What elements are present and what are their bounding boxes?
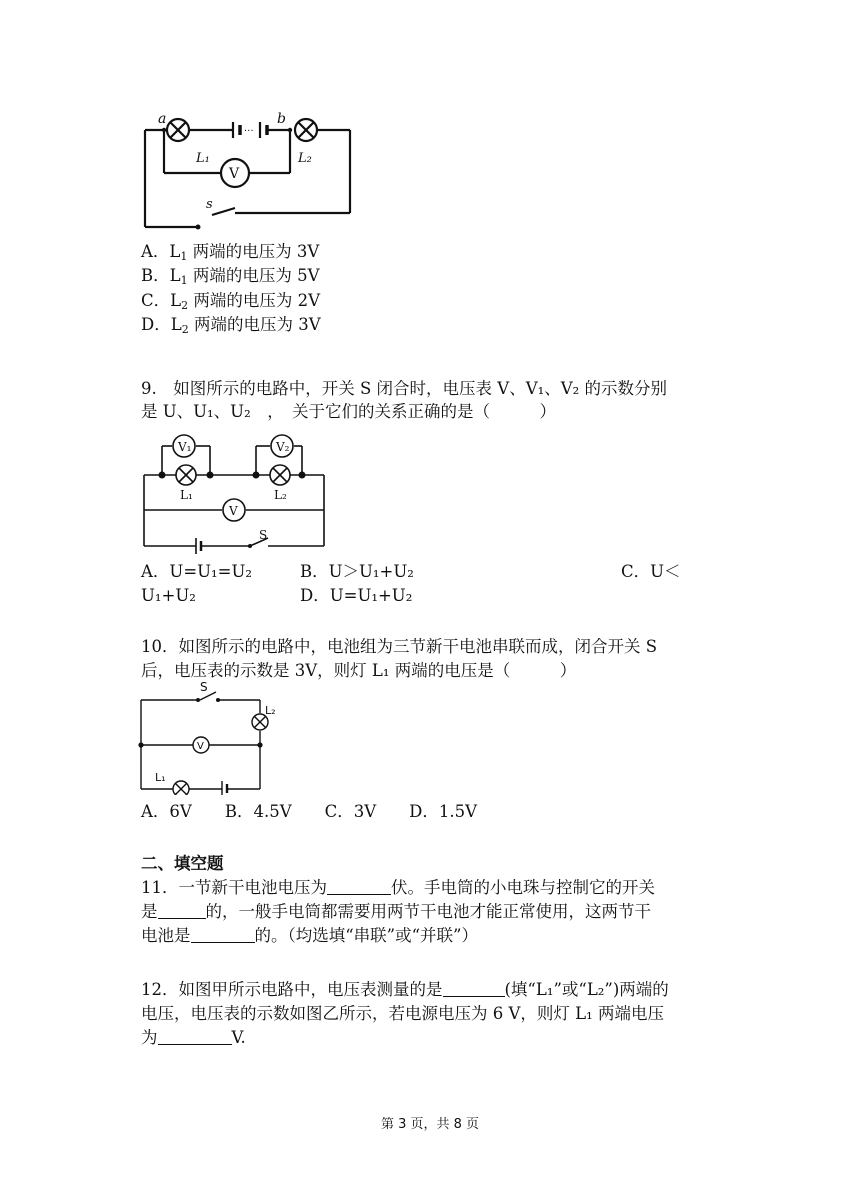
lamp-l1-label: L₁ <box>196 151 210 166</box>
q10-circuit-diagram <box>138 680 278 795</box>
node-b-label: b <box>277 111 286 127</box>
q9-option-a: A．U=U₁=U₂ <box>141 562 253 581</box>
q11-blank-3[interactable] <box>191 926 255 943</box>
q9-option-c-cont: U₁+U₂ <box>141 586 196 605</box>
q12-blank-1[interactable] <box>443 980 505 997</box>
section-title: 二、填空题 <box>141 854 224 873</box>
q9-circuit-diagram <box>140 432 335 554</box>
q11-blank-1[interactable] <box>327 878 391 895</box>
q12-line2: 电压，电压表的示数如图乙所示，若电源电压为 6 V，则灯 L₁ 两端电压 <box>141 1004 664 1023</box>
q9-option-b: B．U＞U₁+U₂ <box>300 562 414 581</box>
q9-question-line1: 9. 如图所示的电路中，开关 S 闭合时，电压表 V、V₁、V₂ 的示数分别 <box>141 379 668 398</box>
q10-options: A．6V B．4.5V C．3V D．1.5V <box>141 802 478 821</box>
lamp-l2-label: L₂ <box>298 151 312 166</box>
q8-option-c: C．$L_2$ 两端的电压为 2V <box>141 291 320 312</box>
lamp-l2-label: L₂ <box>265 704 276 717</box>
page-footer: 第 3 页，共 8 页 <box>380 1117 480 1132</box>
voltmeter-v1-label: V₁ <box>178 440 192 454</box>
q11-blank-2[interactable] <box>158 902 206 919</box>
q11-line3: 电池是 的。（均选填“串联”或“并联”） <box>141 926 478 945</box>
q9-option-d: D．U=U₁+U₂ <box>300 586 413 605</box>
lamp-l2-label: L₂ <box>274 488 287 502</box>
q8-circuit-diagram <box>140 105 360 235</box>
switch-label: S <box>259 528 268 542</box>
lamp-l1-label: L₁ <box>180 488 193 502</box>
battery-dots: ··· <box>244 126 254 137</box>
q8-option-a: A．$L_1$ 两端的电压为 3V <box>141 242 320 263</box>
switch-label: S <box>200 680 208 694</box>
voltmeter-label: V <box>197 741 204 752</box>
voltmeter-v-label: V <box>229 504 238 518</box>
q10-question-line1: 10．如图所示的电路中，电池组为三节新干电池串联而成，闭合开关 S <box>141 637 658 656</box>
q9-question-line2: 是 U、U₁、U₂ ， 关于它们的关系正确的是（ ） <box>141 402 556 421</box>
q9-option-c: C．U＜ <box>621 562 681 581</box>
q8-option-b: B．$L_1$ 两端的电压为 5V <box>141 266 320 287</box>
switch-label: s <box>206 197 213 212</box>
q11-line2: 是 的，一般手电筒都需要用两节干电池才能正常使用，这两节干 <box>141 902 651 921</box>
lamp-l1-label: L₁ <box>155 771 166 784</box>
node-a-label: a <box>158 111 167 127</box>
voltmeter-v2-label: V₂ <box>276 440 290 454</box>
q8-option-d: D．$L_2$ 两端的电压为 3V <box>141 315 321 336</box>
q12-line1: 12．如图甲所示电路中，电压表测量的是 (填“L₁”或“L₂”)两端的 <box>141 980 669 999</box>
q11-line1: 11．一节新干电池电压为 伏。手电筒的小电珠与控制它的开关 <box>141 878 655 897</box>
q10-question-line2: 后，电压表的示数是 3V，则灯 L₁ 两端的电压是（ ） <box>141 661 577 680</box>
q12-blank-2[interactable] <box>158 1028 232 1045</box>
voltmeter-label: V <box>229 166 240 182</box>
q12-line3: 为 V. <box>141 1028 246 1047</box>
